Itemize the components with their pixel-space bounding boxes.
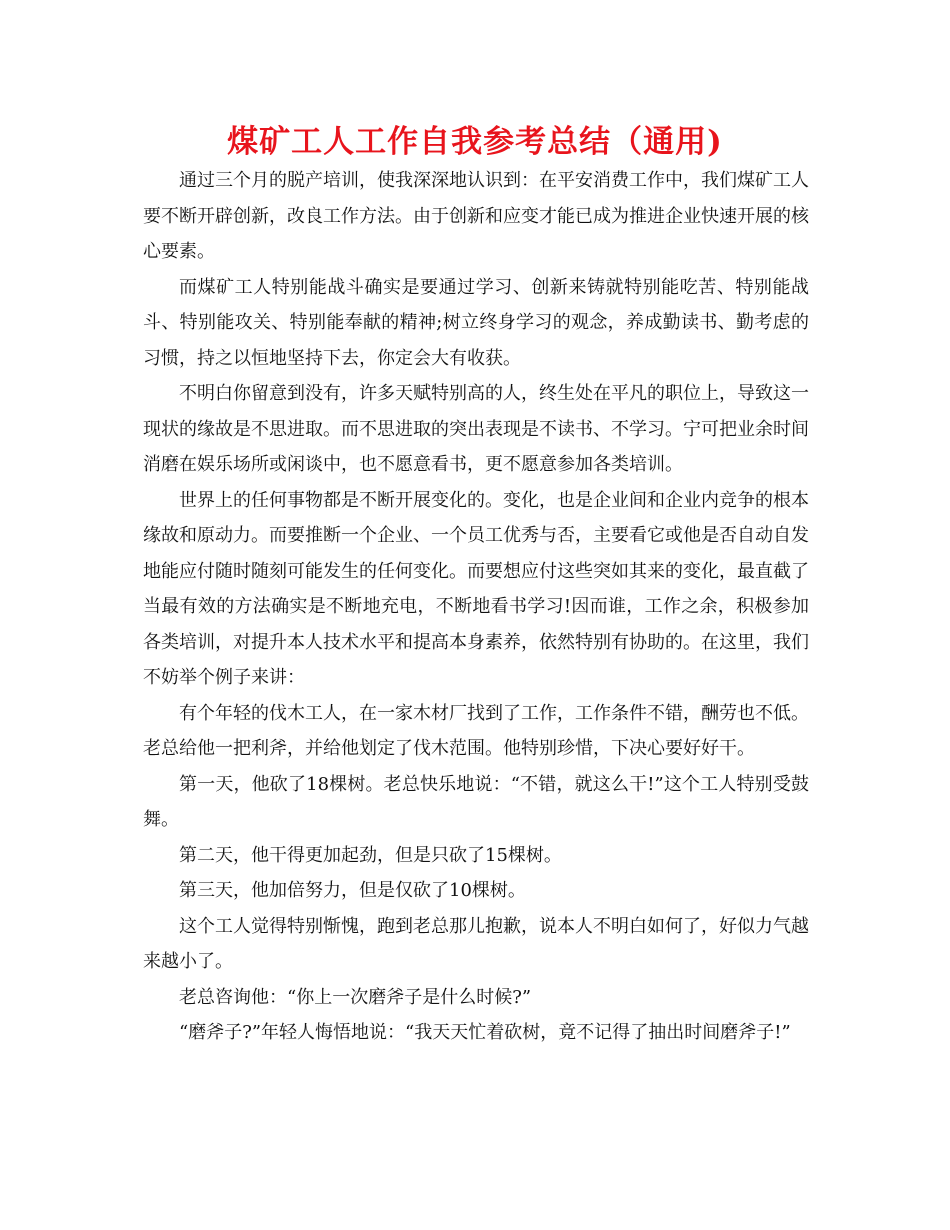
paragraph: 老总咨询他：“你上一次磨斧子是什么时候?” xyxy=(179,986,532,1008)
paragraph: 通过三个月的脱产培训，使我深深地认识到：在平安消费工作中，我们煤矿工人要不断开辟创新，改良工作方法。由于创新和应变才能已成为推进企业快速开展的核心要素。 xyxy=(143,170,809,262)
paragraph: 第二天，他干得更加起劲，但是只砍了15棵树。 xyxy=(179,844,562,866)
document-title: 煤矿工人工作自我参考总结（通用) xyxy=(227,124,723,160)
paragraph: 第三天，他加倍努力，但是仅砍了10棵树。 xyxy=(179,880,526,901)
paragraph: 不明白你留意到没有，许多天赋特别高的人，终生处在平凡的职位上，导致这一现状的缘故是不思进取。而不思进取的突出表现是不读书、不学习。宁可把业余时间消磨在娱乐场所或闲谈中，也不愿意看书，更不愿意参加各类培训。 xyxy=(143,383,809,475)
paragraph: 这个工人觉得特别惭愧，跑到老总那儿抱歉，说本人不明白如何了，好似力气越来越小了。 xyxy=(143,915,809,972)
paragraph: 世界上的任何事物都是不断开展变化的。变化，也是企业间和企业内竞争的根本缘故和原动力。而要推断一个企业、一个员工优秀与否，主要看它或他是否自动自发地能应付随时随刻可能发生的任何变化。而要想应付这些突如其来的变化，最直截了当最有效的方法确实是不断地充电，不断地看书学习!因而谁，工作之余，积极参加各类培训，对提升本人技术水平和提高本身素养，依然特别有协助的。在这里，我们不妨举个例子来讲： xyxy=(143,489,809,688)
document-body xyxy=(143,163,809,1051)
paragraph: 第一天，他砍了18棵树。老总快乐地说：“不错，就这么干!”这个工人特别受鼓舞。 xyxy=(143,773,809,830)
paragraph: 而煤矿工人特别能战斗确实是要通过学习、创新来铸就特别能吃苦、特别能战斗、特别能攻关、特别能奉献的精神;树立终身学习的观念，养成勤读书、勤考虑的习惯，持之以恒地坚持下去，你定会大有收获。 xyxy=(143,276,809,369)
paragraph: 有个年轻的伐木工人，在一家木材厂找到了工作，工作条件不错，酬劳也不低。老总给他一把利斧，并给他划定了伐木范围。他特别珍惜，下决心要好好干。 xyxy=(143,702,809,759)
paragraph: “磨斧子?”年轻人悔悟地说：“我天天忙着砍树，竟不记得了抽出时间磨斧子!” xyxy=(179,1022,791,1043)
